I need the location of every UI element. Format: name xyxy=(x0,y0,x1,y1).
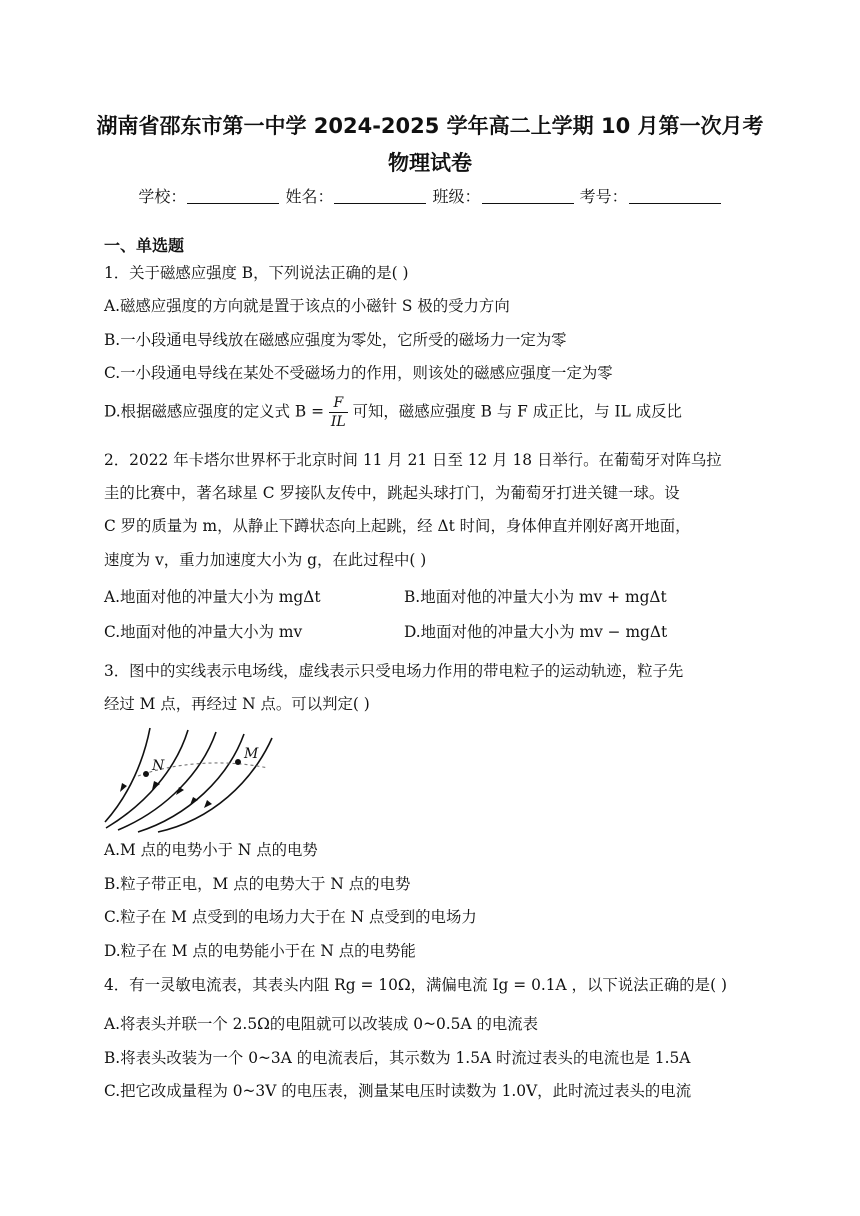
q3-option-c: C.粒子在 M 点受到的电场力大于在 N 点受到的电场力 xyxy=(104,908,477,926)
q1-option-b: B.一小段通电导线放在磁感应强度为零处，它所受的磁场力一定为零 xyxy=(104,331,567,349)
label-N: N xyxy=(152,758,165,774)
q4-option-a: A.将表头并联一个 2.5Ω的电阻就可以改装成 0~0.5A 的电流表 xyxy=(104,1015,539,1033)
q2-line1: 2．2022 年卡塔尔世界杯于北京时间 11 月 21 日至 12 月 18 日举行。在葡萄牙对阵乌拉 xyxy=(104,451,722,469)
q2-option-c: C.地面对他的冲量大小为 mv xyxy=(104,623,303,641)
q4-option-c: C.把它改成量程为 0~3V 的电压表，测量某电压时读数为 1.0V，此时流过表头的电流 xyxy=(104,1082,692,1100)
section-heading: 一、单选题 xyxy=(104,236,185,255)
class-label: 班级： xyxy=(432,187,481,206)
fraction-numerator: F xyxy=(329,394,348,413)
point-N xyxy=(143,771,149,777)
student-info-row xyxy=(0,184,860,207)
q3-option-d: D.粒子在 M 点的电势能小于在 N 点的电势能 xyxy=(104,942,416,960)
arrow-1 xyxy=(120,783,127,792)
q4-stem: 4．有一灵敏电流表，其表头内阻 Rg = 10Ω，满偏电流 Ig = 0.1A ，以下说法正确的是( ) xyxy=(104,976,727,994)
q1-option-c: C.一小段通电导线在某处不受磁场力的作用，则该处的磁感应强度一定为零 xyxy=(104,364,613,382)
class-blank[interactable] xyxy=(482,187,574,204)
q4-option-b: B.将表头改装为一个 0~3A 的电流表后，其示数为 1.5A 时流过表头的电流也是 1.5A xyxy=(104,1049,691,1067)
q2-option-d: D.地面对他的冲量大小为 mv − mgΔt xyxy=(404,623,668,641)
q2-option-a: A.地面对他的冲量大小为 mgΔt xyxy=(104,588,321,606)
q3-option-b: B.粒子带正电，M 点的电势大于 N 点的电势 xyxy=(104,875,411,893)
school-label: 学校： xyxy=(138,187,187,206)
exam-title-line2: 物理试卷 xyxy=(388,151,472,175)
arrow-4 xyxy=(190,797,198,805)
q1-d-prefix: D.根据磁感应强度的定义式 B = xyxy=(104,402,324,421)
q2-line4: 速度为 v，重力加速度大小为 g，在此过程中( ) xyxy=(104,551,427,569)
fraction-denominator: IL xyxy=(330,414,346,430)
q2-line3: C 罗的质量为 m，从静止下蹲状态向上起跳，经 Δt 时间，身体伸直并刚好离开地面， xyxy=(104,517,691,535)
q3-line2: 经过 M 点，再经过 N 点。可以判定( ) xyxy=(104,695,370,713)
name-blank[interactable] xyxy=(334,187,426,204)
name-label: 姓名： xyxy=(285,187,334,206)
q1-option-d xyxy=(104,394,682,431)
number-blank[interactable] xyxy=(629,187,721,204)
q1-stem: 1．关于磁感应强度 B，下列说法正确的是( ) xyxy=(104,264,409,282)
arrow-5 xyxy=(204,800,212,808)
field-line-2 xyxy=(106,730,188,828)
q2-line2: 圭的比赛中，著名球星 C 罗接队友传中，跳起头球打门，为葡萄牙打进关键一球。设 xyxy=(104,484,680,502)
formula-fraction xyxy=(329,394,348,431)
point-M xyxy=(235,759,241,765)
q1-d-suffix: 可知，磁感应强度 B 与 F 成正比，与 IL 成反比 xyxy=(352,402,682,421)
q3-line1: 3．图中的实线表示电场线，虚线表示只受电场力作用的带电粒子的运动轨迹，粒子先 xyxy=(104,662,684,680)
q3-option-a: A.M 点的电势小于 N 点的电势 xyxy=(104,841,318,859)
school-blank[interactable] xyxy=(187,187,279,204)
electric-field-figure xyxy=(100,724,280,834)
q1-option-a: A.磁感应强度的方向就是置于该点的小磁针 S 极的受力方向 xyxy=(104,297,510,315)
q2-option-b: B.地面对他的冲量大小为 mv + mgΔt xyxy=(404,588,667,606)
exam-title-line1: 湖南省邵东市第一中学 2024-2025 学年高二上学期 10 月第一次月考 xyxy=(96,114,764,138)
number-label: 考号： xyxy=(579,187,628,206)
label-M: M xyxy=(244,746,259,762)
